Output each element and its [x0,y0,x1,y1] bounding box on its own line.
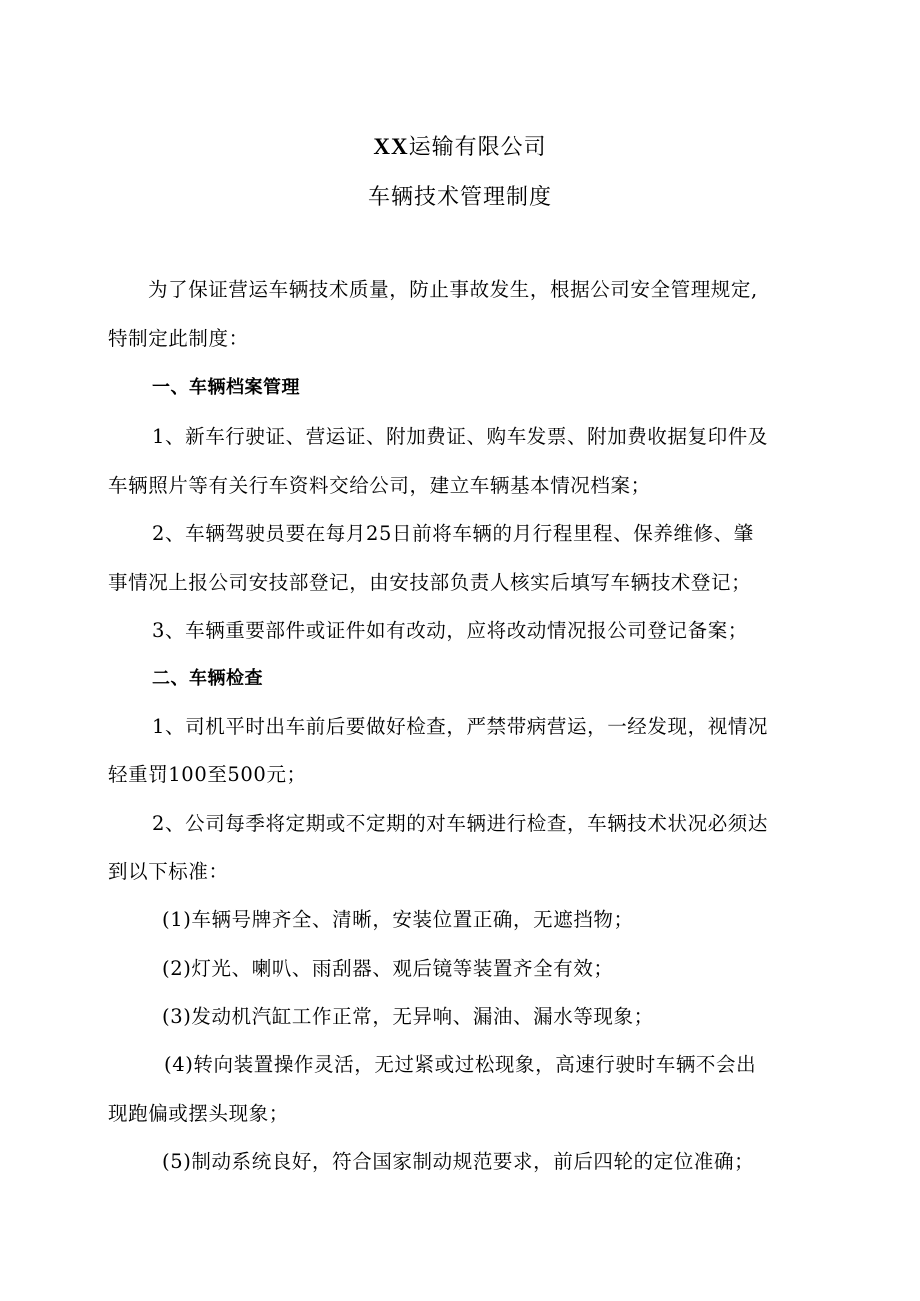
company-title-prefix: XX [373,134,409,159]
standard-item-4-line-1: (4)转向装置操作灵活，无过紧或过松现象，高速行驶时车辆不会出 [164,1053,757,1076]
section-1-heading: 一、车辆档案管理 [152,377,300,398]
section-1-item-2-line-1: 2、车辆驾驶员要在每月25日前将车辆的月行程里程、保养维修、肇 [152,522,754,545]
standard-item-4-line-2: 现跑偏或摆头现象； [108,1102,289,1125]
section-1-item-2-line-2: 事情况上报公司安技部登记，由安技部负责人核实后填写车辆技术登记； [108,571,752,594]
intro-paragraph-line-1: 为了保证营运车辆技术质量，防止事故发生，根据公司安全管理规定, [148,278,758,301]
section-2-item-2-line-2: 到以下标准： [108,860,229,883]
standard-item-5: (5)制动系统良好，符合国家制动规范要求，前后四轮的定位准确； [162,1150,755,1173]
standard-item-1: (1)车辆号牌齐全、清晰，安装位置正确，无遮挡物； [162,908,634,931]
section-1-item-3: 3、车辆重要部件或证件如有改动，应将改动情况报公司登记备案； [152,619,748,642]
intro-paragraph-line-2: 特制定此制度： [108,327,249,350]
section-2-item-2-line-1: 2、公司每季将定期或不定期的对车辆进行检查，车辆技术状况必须达 [152,812,769,835]
section-2-item-1-line-2: 轻重罚100至500元； [108,763,307,786]
company-title-rest: 运输有限公司 [408,135,547,160]
standard-item-2: (2)灯光、喇叭、雨刮器、观后镜等装置齐全有效； [162,957,614,980]
section-2-item-1-line-1: 1、司机平时出车前后要做好检查，严禁带病营运，一经发现，视情况 [152,715,769,738]
section-2-heading: 二、车辆检查 [152,668,263,689]
section-1-item-1-line-2: 车辆照片等有关行车资料交给公司，建立车辆基本情况档案； [108,474,651,497]
company-title [0,132,920,163]
document-title: 车辆技术管理制度 [367,185,552,210]
section-1-item-1-line-1: 1、新车行驶证、营运证、附加费证、购车发票、附加费收据复印件及 [152,425,769,448]
standard-item-3: (3)发动机汽缸工作正常，无异响、漏油、漏水等现象； [162,1005,654,1028]
